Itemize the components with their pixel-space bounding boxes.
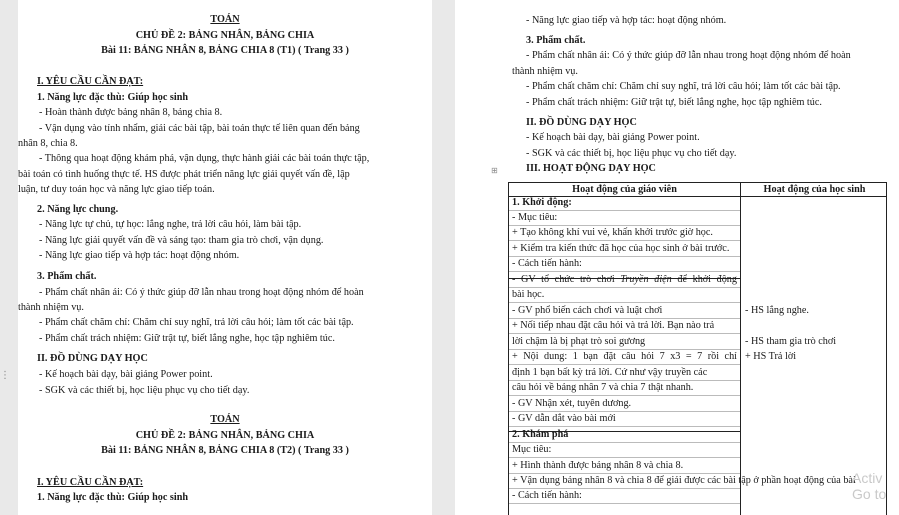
row-line (509, 457, 740, 458)
teacher-activity-line: lời chậm là bị phạt trò soi gương (512, 336, 646, 347)
text-line: Bài 11: BẢNG NHÂN 8, BẢNG CHIA 8 (T2) ( Trang 33 ) (101, 445, 349, 456)
table-header-student: Hoạt động của học sinh (763, 184, 866, 195)
table-column-divider (740, 183, 741, 515)
table-move-handle[interactable]: ⊞ (491, 166, 498, 175)
text-line: - Phẩm chất nhân ái: Có ý thức giúp đỡ lẫn nhau trong hoạt động nhóm để hoàn (39, 287, 364, 298)
student-activity-line: + HS Trả lời (745, 351, 797, 362)
row-line (509, 426, 740, 427)
teacher-activity-line: + Kiểm tra kiến thức đã học của học sinh ở bài trước. (512, 243, 730, 254)
document-page-left (18, 0, 432, 515)
text-line: - Phẩm chất chăm chỉ: Chăm chỉ suy nghĩ, trả lời câu hỏi; làm tốt các bài tập. (526, 81, 841, 92)
teacher-activity-line: + Tạo không khí vui vẻ, khấn khởi trước giờ học. (512, 227, 713, 238)
teacher-activity-line: bài học. (512, 289, 545, 300)
text-line: - Năng lực giao tiếp và hợp tác: hoạt động nhóm. (526, 15, 727, 26)
teacher-activity-line: + Nội dung: 1 bạn đặt câu hỏi 7 x3 = 7 rồi chỉ (512, 351, 737, 362)
document-page-right (455, 0, 899, 515)
lesson-activity-table (508, 182, 887, 515)
teacher-activity-line: Mục tiêu: (512, 444, 552, 455)
row-line (509, 503, 740, 504)
text-line: - Năng lực giao tiếp và hợp tác: hoạt động nhóm. (39, 250, 240, 261)
text-line: 2. Năng lực chung. (37, 204, 119, 215)
text-line: - SGK và các thiết bị, học liệu phục vụ cho tiết dạy. (526, 148, 737, 159)
row-line (509, 364, 740, 365)
row-line (509, 302, 740, 303)
teacher-activity-line: - Cách tiến hành: (512, 258, 582, 269)
row-line (509, 240, 740, 241)
text-line: - Phẩm chất chăm chỉ: Chăm chỉ suy nghĩ, trả lời câu hỏi; làm tốt các bài tập. (39, 317, 354, 328)
table-header-teacher: Hoạt động của giáo viên (572, 184, 677, 195)
teacher-activity-line: câu hỏi về bảng nhân 7 và chia 7 thật nhanh. (512, 382, 694, 393)
teacher-activity-line: - GV Nhận xét, tuyên dương. (512, 398, 632, 409)
text-line: III. HOẠT ĐỘNG DẠY HỌC (526, 163, 656, 174)
text-line: - Thông qua hoạt động khám phá, vận dụng, thực hành giải các bài toán thực tập, (39, 153, 370, 164)
margin-handle-left[interactable]: ⋮ (0, 370, 10, 381)
text-line: - Phẩm chất trách nhiệm: Giữ trật tự, biết lắng nghe, học tập nghiêm túc. (526, 97, 822, 108)
row-line (509, 333, 740, 334)
text-line: 3. Phẩm chất. (37, 271, 97, 282)
teacher-activity-line: - GV tổ chức trò chơi Truyền điện để khởi động (512, 274, 737, 285)
text-line: - Năng lực tự chủ, tự học: lắng nghe, trả lời câu hỏi, làm bài tập. (39, 219, 302, 230)
text-line: nhân 8, chia 8. (18, 138, 78, 149)
teacher-activity-line: - GV phổ biến cách chơi và luật chơi (512, 305, 663, 316)
text-line: - Phẩm chất nhân ái: Có ý thức giúp đỡ lẫn nhau trong hoạt động nhóm để hoàn (526, 50, 851, 61)
text-line: 3. Phẩm chất. (526, 35, 586, 46)
watermark-line1: Activ (852, 470, 883, 486)
text-line: - Năng lực giải quyết vấn đề và sáng tạo: tham gia trò chơi, vận dụng. (39, 235, 324, 246)
text-line: - Vận dụng vào tính nhẩm, giải các bài tập, bài toán thực tế liên quan đến bảng (39, 123, 360, 134)
activate-windows-watermark (852, 470, 886, 502)
teacher-activity-line: định 1 bạn bất kỳ trả lời. Cứ như vậy truyền các (512, 367, 708, 378)
text-line: luận, tư duy toán học và năng lực giao tiếp toán. (18, 184, 215, 195)
text-line: I. YÊU CẦU CẦN ĐẠT: (37, 76, 144, 87)
teacher-activity-line: 2. Khám phá (512, 429, 569, 440)
text-line: - Kế hoạch bài dạy, bài giảng Power point. (39, 369, 213, 380)
teacher-activity-line: + Hình thành được bảng nhân 8 và chia 8. (512, 460, 684, 471)
row-line (509, 271, 740, 272)
teacher-activity-line: - Mục tiêu: (512, 212, 558, 223)
student-activity-line: - HS lắng nghe. (745, 305, 809, 316)
text-line: - Kế hoạch bài dạy, bài giảng Power point. (526, 132, 700, 143)
text-line: - SGK và các thiết bị, học liệu phục vụ cho tiết dạy. (39, 385, 250, 396)
text-line: TOÁN (210, 414, 240, 425)
text-line: CHỦ ĐỀ 2: BẢNG NHÂN, BẢNG CHIA (135, 430, 315, 441)
watermark-line2: Go to (852, 486, 887, 502)
row-line (509, 395, 740, 396)
text-line: TOÁN (210, 14, 240, 25)
text-line: - Hoàn thành được bảng nhân 8, bảng chia 8. (39, 107, 223, 118)
text-line: thành nhiệm vụ. (512, 66, 578, 77)
text-line: bài toán có tình huống thực tế. HS được phát triển năng lực giải quyết vấn đề, lập (18, 169, 350, 180)
text-line: II. ĐỒ DÙNG DẠY HỌC (37, 353, 148, 364)
teacher-activity-line: + Vận dụng bảng nhân 8 và chia 8 để giải được các bài tập ở phần hoạt động của bài (512, 475, 856, 486)
student-activity-line: - HS tham gia trò chơi (745, 336, 837, 347)
text-line: CHỦ ĐỀ 2: BẢNG NHÂN, BẢNG CHIA (135, 30, 315, 41)
teacher-activity-line: + Nối tiếp nhau đặt câu hỏi và trả lời. Bạn nào trả (512, 320, 715, 331)
teacher-activity-line: 1. Khởi động: (512, 197, 572, 208)
text-line: 1. Năng lực đặc thù: Giúp học sinh (37, 92, 189, 103)
text-line: II. ĐỒ DÙNG DẠY HỌC (526, 117, 637, 128)
teacher-activity-line: - GV dẫn dắt vào bài mới (512, 413, 616, 424)
text-line: 1. Năng lực đặc thù: Giúp học sinh (37, 492, 189, 503)
text-line: thành nhiệm vụ. (18, 302, 84, 313)
teacher-activity-line: - Cách tiến hành: (512, 490, 582, 501)
text-line: Bài 11: BẢNG NHÂN 8, BẢNG CHIA 8 (T1) ( Trang 33 ) (101, 45, 349, 56)
text-line: I. YÊU CẦU CẦN ĐẠT: (37, 477, 144, 488)
text-line: - Phẩm chất trách nhiệm: Giữ trật tự, biết lắng nghe, học tập nghiêm túc. (39, 333, 335, 344)
